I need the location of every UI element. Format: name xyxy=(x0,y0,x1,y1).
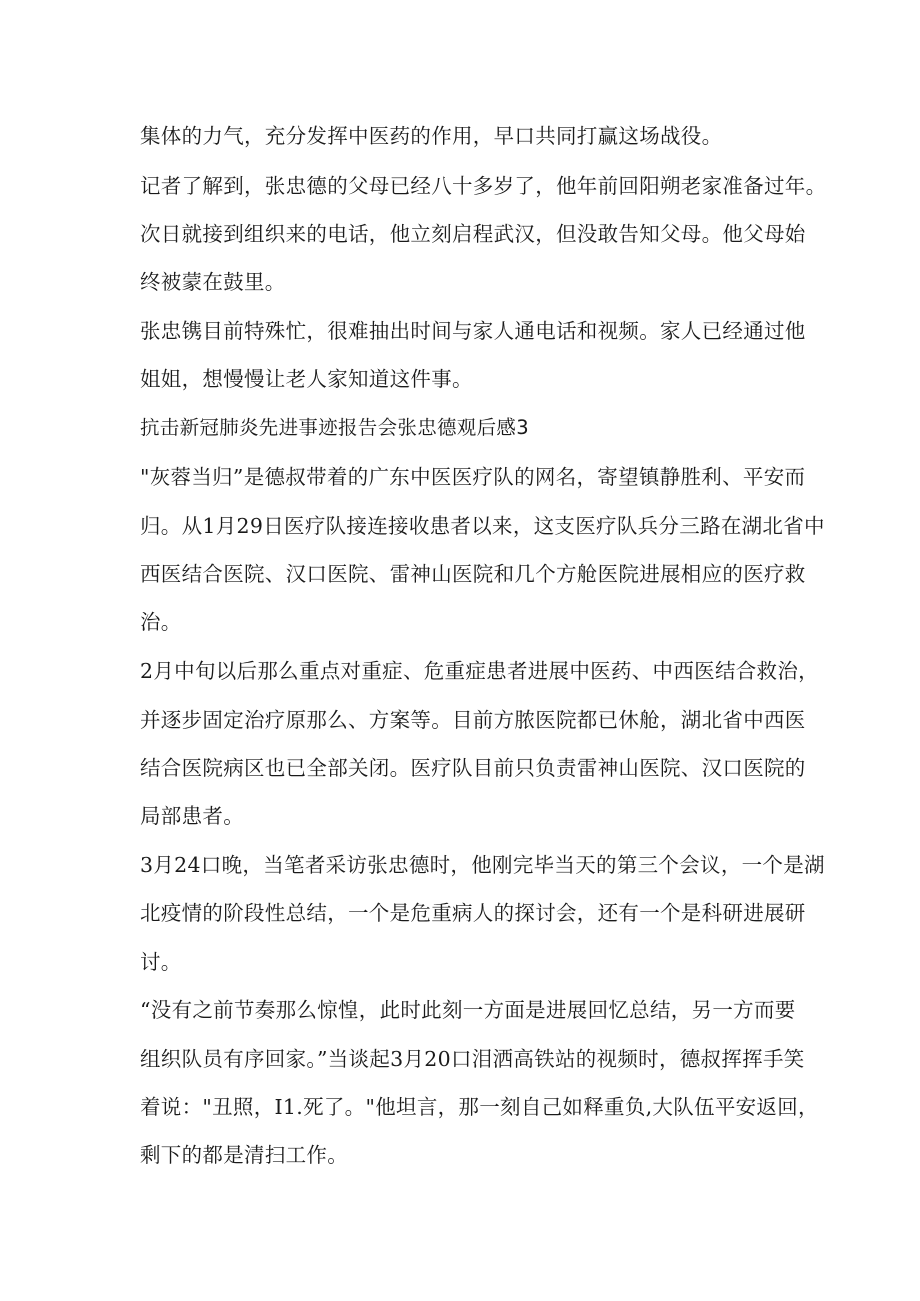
text-line: 组织队员有序回家。”当谈起3月20口泪洒高铁站的视频时，德叔挥挥手笑 xyxy=(140,1047,805,1071)
text-line: 姐姐，想慢慢让老人家知道这件事。 xyxy=(140,367,473,391)
text-line: 集体的力气，充分发挥中医药的作用，早口共同打赢这场战役。 xyxy=(140,124,723,148)
text-line: "灰蓉当归”是德叔带着的广东中医医疗队的网名，寄望镇静胜利、平安而 xyxy=(140,465,806,489)
text-line: 北疫情的阶段性总结，一个是危重病人的探讨会，还有一个是科研进展研 xyxy=(140,901,806,925)
text-line: 次日就接到组织来的电话，他立刻启程武汉，但没敢告知父母。他父母始 xyxy=(140,222,806,246)
text-line: 剩下的都是清扫工作。 xyxy=(140,1143,348,1167)
text-line: 2月中旬以后那么重点对重症、危重症患者进展中医药、中西医结合救治， xyxy=(140,659,819,683)
text-line: 记者了解到，张忠德的父母已经八十多岁了，他年前回阳朔老家准备过年。 xyxy=(140,174,827,198)
text-line: 西医结合医院、汉口医院、雷神山医院和几个方舱医院进展相应的医疗救 xyxy=(140,562,806,586)
text-line: 着说："丑照，I1.死了。"他坦言，那一刻自己如释重负,大队伍平安返回， xyxy=(140,1095,819,1119)
text-line: 治。 xyxy=(140,610,182,634)
section-heading: 抗击新冠肺炎先进事迹报告会张忠德观后感3 xyxy=(140,416,529,439)
text-line: 3月24口晚，当笔者采访张忠德时，他刚完毕当天的第三个会议，一个是湖 xyxy=(140,853,825,877)
text-line: 结合医院病区也已全部关闭。医疗队目前只负责雷神山医院、汉口医院的 xyxy=(140,756,806,780)
text-line: “没有之前节奏那么惊惶，此时此刻一方面是进展回忆总结，另一方而要 xyxy=(140,998,796,1022)
text-line: 局部患者。 xyxy=(140,804,244,828)
text-line: 归。从1月29日医疗队接连接收患者以来，这支医疗队兵分三路在湖北省中 xyxy=(140,514,825,538)
text-line: 终被蒙在鼓里。 xyxy=(140,270,286,294)
text-line: 并逐步固定治疗原那么、方案等。目前方脓医院都已休舱，湖北省中西医 xyxy=(140,708,806,732)
text-line: 讨。 xyxy=(140,950,182,974)
text-line: 张忠镌目前特殊忙，很难抽出时间与家人通电话和视频。家人已经通过他 xyxy=(140,319,806,343)
